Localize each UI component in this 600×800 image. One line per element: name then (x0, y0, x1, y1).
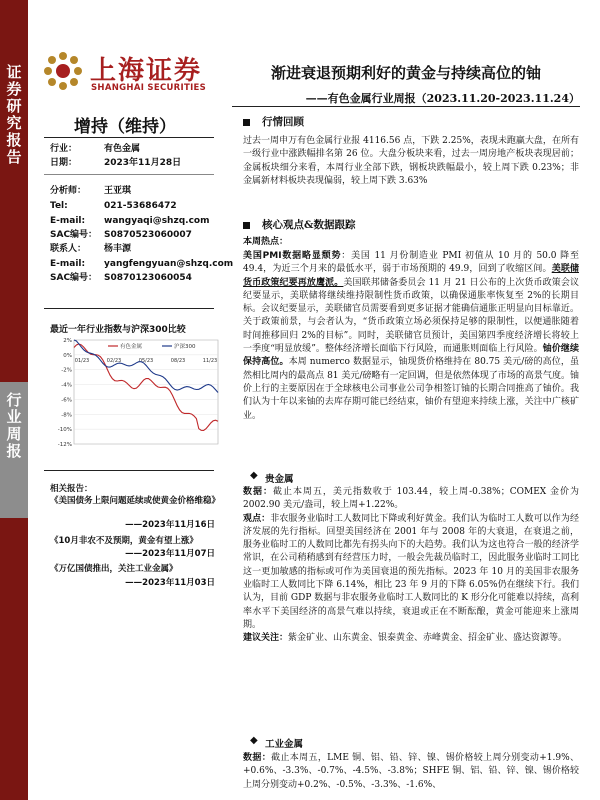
logo-cn-text: 上海证券 (90, 56, 203, 86)
section-bullet-icon (243, 119, 250, 126)
fed-bold: 美联储货币政策纪要再放鹰派。 (243, 264, 579, 288)
diamond-bullet-icon: ◆ (250, 735, 258, 746)
x-tick-label: 11/23 (202, 357, 218, 364)
company-logo (42, 50, 222, 102)
report-subtitle: ——有色金属行业周报（2023.11.20-2023.11.24） (305, 92, 580, 105)
rating-divider (44, 137, 214, 138)
x-tick-label: 08/23 (170, 357, 186, 364)
review-paragraph: 过去一周申万有色金属行业报 4116.56 点，下跌 2.25%，表现未跑赢大盘，在所有一级行业中涨跌幅排名第 26 位。大盘分板块来看，过去一周房地产板块表现居前；金属板块细分来看，本周行业全部下跌，钢板块跌幅最小，较上周下跌 0.23%；非金属新材料板块表现偏弱，较上周下跌 3.63% (243, 136, 579, 186)
y-tick-label: -10% (57, 427, 72, 434)
x-tick-label: 02/23 (106, 357, 122, 364)
uranium-bold: 铀价继续保持高位。 (243, 344, 579, 368)
y-tick-label: -2% (61, 367, 72, 374)
chart-bottom-divider (44, 470, 214, 471)
related-item-1-title[interactable]: 《美国债务上限问题延续或使黄金价格维稳》 (50, 496, 221, 506)
meta-date: 日期： 2023年11月28日 (50, 158, 182, 168)
x-tick-label: 05/23 (138, 357, 154, 364)
pmi-bold: 美国PMI数据略显颓势 (243, 251, 342, 261)
section-title-gold: 贵金属 (265, 474, 294, 485)
diamond-bullet-icon: ◆ (250, 470, 258, 481)
meta-divider (44, 174, 214, 175)
industrial-paragraph: 数据：截止本周五，LME 铜、铝、铅、锌、镍、锡价格较上周分别变动+1.9%、+0.6%、-3.3%、-0.7%、-4.5%、-3.8%；SHFE 铜、铝、铅、锌、镍、锡价格较上周分别变动+0.2%、-0.5%、-3.3%、-1.6%、 (243, 753, 579, 790)
related-item-2-title[interactable]: 《10月非农不及预期，黄金有望上涨》 (50, 536, 198, 546)
y-tick-label: -8% (61, 412, 72, 419)
side-label-top: 证券研究报告 (6, 63, 22, 166)
meta-sac: SAC编号： S0870523060007 (50, 230, 192, 240)
hot-topics-paragraph: 美国PMI数据略显颓势：美国 11 月份制造业 PMI 初值从 10 月的 50.0 降至 49.4，为近三个月来的最低水平，弱于市场预期的 49.9，回到了收缩区间。美联储货币政策纪要再放鹰派。美国联邦储备委员会 11 月 21 日公布的上次货币政策会议纪要显示，美联储将继续维持限制性货币政策，以确保通胀率恢复至 2%的长期目标。会议纪要显示，美联储官员需要看到更多证据才能确信通胀正明显向目标靠近。关于政策前景，与会者认为，“货币政策立场必须保持足够的限制性，以便通胀随着时间推移回归 2%的目标”。同时，美联储官员预计，美国第四季度经济增长将较上一季度“明显放缓”。整体经济增长面临下行风险，而通胀则面临上行风险。铀价继续保持高位。本周 numerco 数据显示，铀现货价格维持在 80.75 美元/磅的高位，虽然相比周内的最高点 81 美元/磅略有一定回调，但是依然体现了市场的高景气度。铀价上行的主要原因在于全球核电公司事业公司争相签订铀的长期合同推高了铀价。我们认为十年以来铀的去库存期可能已经结束，铀价有望迎来持续上涨，关注中广核矿业。 (243, 251, 579, 421)
meta-email: E-mail: wangyaqi@shzq.com (50, 216, 210, 226)
chart-legend (108, 342, 196, 350)
meta-analyst: 分析师： 王亚琪 (50, 186, 132, 196)
section-title-industrial: 工业金属 (265, 739, 304, 750)
y-tick-label: -4% (61, 382, 72, 389)
logo-mark-icon (42, 50, 84, 92)
side-band (0, 0, 28, 800)
chart-title: 最近一年行业指数与沪深300比较 (50, 325, 186, 335)
legend-label: 沪深300 (174, 344, 196, 350)
meta-tel: Tel: 021-53686472 (50, 201, 177, 211)
y-tick-label: 0% (63, 352, 72, 359)
meta-sac2: SAC编号： S0870123060054 (50, 273, 192, 283)
logo-en-text: SHANGHAI SECURITIES (91, 83, 207, 93)
related-item-3-date: ——2023年11月03日 (125, 578, 215, 588)
index-comparison-chart (50, 336, 220, 456)
chart-top-divider (44, 308, 214, 309)
meta-contact: 联系人： 杨丰源 (50, 244, 132, 254)
title-divider (232, 106, 580, 107)
y-tick-label: -6% (61, 397, 72, 404)
legend-label: 有色金属 (120, 344, 143, 350)
related-item-1-date: ——2023年11月16日 (125, 520, 215, 530)
chart-y-ticks (58, 338, 72, 448)
meta-industry: 行业： 有色金属 (50, 144, 141, 154)
chart-x-ticks (75, 358, 217, 364)
meta-email2: E-mail: yangfengyuan@shzq.com (50, 259, 234, 269)
y-tick-label: 2% (63, 338, 72, 344)
x-tick-label: 01/23 (74, 357, 90, 364)
hot-topics-label: 本周热点： (243, 237, 289, 247)
section-title-review: 行情回顾 (262, 116, 304, 128)
related-item-3-title[interactable]: 《万亿国债推出，关注工业金属》 (50, 564, 178, 574)
section-bullet-icon (243, 222, 250, 229)
related-item-2-date: ——2023年11月07日 (125, 549, 215, 559)
gold-paragraph: 数据：截止本周五，美元指数收于 103.44，较上周-0.38%；COMEX 金价为 2002.90 美元/盎司，较上周+1.22%。 观点：非农服务业临时工人数同比下降或利好黄金。我们认为临时工人数可以作为经济发展的先行指标。回望美国经济在 2001 年与 2008 年的大衰退，在衰退之前，服务业临时工的人数同比都先有拐头向下的大趋势。我们认为这也符合一般的经济学常识，在公司稍稍感到有经营压力时，一般会先裁员临时工，因此服务业临时工同比这一更加敏感的指标或可作为美国衰退的预先指标。2023 年 10 月的美国非农服务业临时工人数同比下降 6.14%，相比 23 年 9 月的下降 6.05%仍在继续下行。我们认为，目前 GDP 数据与非农服务业临时工人数同比的 K 形分化可能难以持续，高利率水平下美国经济的高景气难以持续，衰退或正在不断酝酿，黄金可能迎来上涨周期。 建议关注：紫金矿业、山东黄金、银泰黄金、赤峰黄金、招金矿业、盛达资源等。 (243, 487, 579, 644)
y-tick-label: -12% (57, 442, 72, 448)
rating: 增持（维持） (74, 117, 176, 137)
related-heading: 相关报告： (50, 484, 93, 494)
side-label-bottom: 行业周报 (6, 391, 22, 460)
report-title: 渐进衰退预期利好的黄金与持续高位的铀 (270, 64, 541, 82)
section-title-core: 核心观点&数据跟踪 (262, 219, 356, 231)
